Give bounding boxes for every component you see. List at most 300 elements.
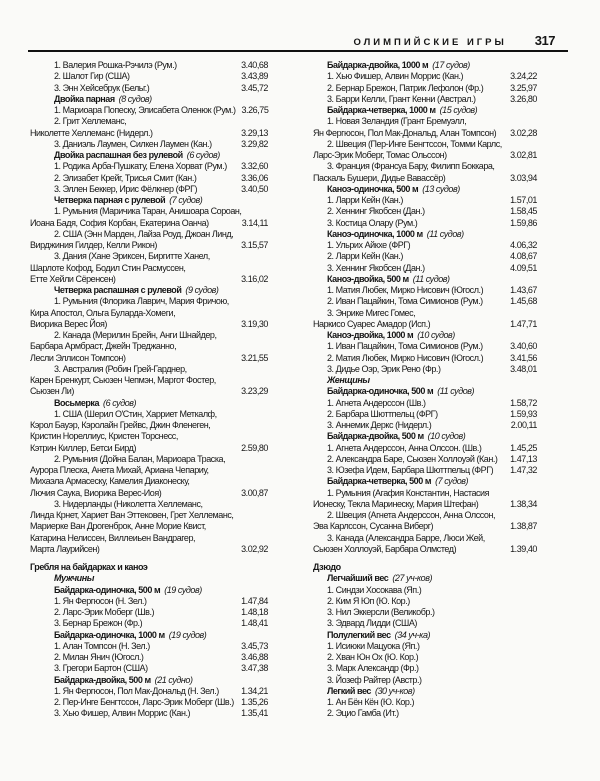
result-continuation-row: [30, 533, 268, 544]
entry-text: Барбара Армбраст, Джейн Треджанно,: [30, 341, 177, 352]
event-header: [313, 386, 537, 397]
result-continuation-row: [30, 274, 268, 285]
entry-text: 2. Бернар Брежон, Патрик Лефолон (Фр.): [327, 82, 484, 93]
result-row: [313, 398, 537, 409]
entry-text: 1. Ян Фергюсон (Н. Зел.): [54, 595, 147, 606]
entry-text: 1. Румыния (Маричика Таран, Анишоара Сороан,: [54, 206, 242, 217]
entry-text: 1. Ян Фергюсон, Пол Мак-Дональд (Н. Зел.): [54, 685, 219, 696]
entry-text: 2. Хван Юн Ох (Ю. Кор.): [327, 652, 419, 662]
event-note: (19 судов): [168, 629, 207, 640]
result-row: [313, 488, 537, 499]
result-time: 4.06,32: [510, 240, 537, 250]
entry-text: Етте Хейли Сёренсен): [30, 273, 116, 284]
result-continuation-row: [30, 319, 268, 330]
entry-text: Сьюзен Ли): [30, 386, 74, 397]
result-continuation-row: [30, 465, 268, 476]
entry-text: 1. Румыния (Агафия Константин, Настасия: [327, 487, 490, 498]
event-note: (10 судов): [427, 431, 466, 442]
result-row: [313, 708, 537, 719]
result-time: 1.47,13: [510, 453, 537, 464]
result-continuation-row: [313, 319, 537, 330]
entry-text: 1. Иван Пацайкин, Тома Симионов (Рум.): [327, 341, 483, 352]
entry-text: 1. Агнета Андерссон, Анна Олссон. (Шв.): [327, 442, 482, 453]
result-row: [313, 206, 537, 217]
entry-text: 1. Родика Арба-Пушкату, Елена Хорват (Рум.): [54, 161, 227, 172]
result-time: 1.47,71: [510, 318, 537, 329]
result-time: 3.16,02: [241, 273, 268, 284]
entry-text: 1. Мариоара Попеску, Элисабета Оленюк (Рум.): [54, 105, 236, 115]
event-header: [30, 94, 268, 105]
result-row: [30, 229, 268, 240]
result-time: 3.26,75: [241, 105, 269, 115]
entry-text: Катарина Нелиссен, Виллеиьен Вандрагер,: [30, 532, 196, 543]
result-row: [313, 341, 537, 352]
entry-text: Ларс-Эрик Моберг, Томас Ольссон): [313, 150, 447, 160]
result-time: 1.48,41: [241, 618, 268, 629]
result-row: [313, 285, 537, 296]
event-note: (27 уч-ков): [392, 573, 433, 584]
result-time: 3.40,68: [241, 60, 268, 70]
entry-text: 3. Эллен Беккер, Ирис Фёлкнер (ФРГ): [54, 183, 198, 194]
result-row: [313, 607, 537, 618]
result-time: 3.40,50: [241, 183, 268, 194]
result-time: 3.45,73: [241, 640, 268, 651]
result-row: [30, 618, 268, 629]
result-time: 1.43,67: [510, 285, 537, 295]
event-note: (11 судов): [412, 273, 450, 284]
event-header: [313, 60, 537, 71]
entry-text: Ионеску, Текла Маринеску, Мария Штефан): [313, 498, 479, 509]
result-continuation-row: [30, 128, 268, 139]
event-header: [313, 184, 537, 195]
event-title: Байдарка-двойка, 500 м: [54, 674, 151, 685]
result-continuation-row: [30, 263, 268, 274]
entry-text: 3. Канада (Александра Барре, Люси Жей,: [327, 532, 485, 543]
result-time: 1.39,40: [510, 543, 537, 554]
result-row: [313, 364, 537, 375]
result-time: 1.45,68: [510, 296, 537, 307]
entry-text: Кира Апостол, Ольга Буларда-Хомеги,: [30, 307, 176, 318]
result-row: [313, 263, 537, 274]
entry-text: 1. Алан Томпсон (Н. Зел.): [54, 640, 150, 651]
column-left: [30, 60, 268, 720]
entry-text: 1. Синдзи Хосокава (Яп.): [327, 584, 422, 595]
entry-text: 2. Иван Пацайкин, Тома Симионов (Рум.): [327, 296, 483, 307]
entry-text: 2. Ларри Кейн (Кан.): [327, 251, 403, 262]
result-time: 4.09,51: [510, 262, 537, 273]
result-time: 1.57,01: [510, 195, 537, 205]
subsection-title: Женщины: [327, 375, 370, 385]
result-time: 1.35,41: [241, 708, 268, 719]
result-row: [313, 308, 537, 319]
result-continuation-row: [313, 499, 537, 510]
result-time: 1.48,18: [241, 607, 268, 617]
result-row: [30, 409, 268, 420]
event-header: [313, 686, 537, 697]
result-row: [30, 708, 268, 719]
event-header: [30, 285, 268, 296]
result-continuation-row: [30, 476, 268, 487]
entry-text: Наркисо Суарес Амадор (Исп.): [313, 318, 431, 329]
entry-text: 2. Канада (Мерилин Брейн, Анги Шнайдер,: [54, 330, 217, 340]
result-row: [313, 641, 537, 652]
event-header: [30, 630, 268, 641]
result-row: [30, 697, 268, 708]
result-row: [313, 585, 537, 596]
result-continuation-row: [313, 521, 537, 532]
result-time: 3.19,30: [241, 318, 268, 329]
entry-text: Сьюзен Холлоуэй, Барбара Олмстед): [313, 543, 457, 554]
result-row: [30, 296, 268, 307]
entry-text: 3. Барри Келли, Грант Кенни (Австрал.): [327, 93, 476, 104]
event-note: (11 судов): [437, 386, 475, 397]
result-row: [313, 71, 537, 82]
result-time: 3.40,60: [510, 341, 537, 352]
result-row: [313, 139, 537, 150]
event-note: (11 судов): [426, 228, 464, 239]
result-continuation-row: [30, 308, 268, 319]
entry-text: Карен Бренкурт, Сьюзен Чепмэн, Маргот Фостер,: [30, 375, 216, 385]
entry-text: 2. Швеция (Агнета Андерссон, Анна Олссон,: [327, 510, 496, 520]
entry-text: 1. Румыния (Флорика Лаврич, Мария Фричою,: [54, 296, 229, 307]
result-row: [30, 596, 268, 607]
result-time: 3.02,28: [510, 127, 537, 138]
event-note: (15 судов): [439, 105, 478, 115]
result-continuation-row: [313, 173, 537, 184]
entry-text: 2. Ким Я Юп (Ю. Кор.): [327, 595, 410, 606]
event-title: Байдарка-одиночка, 500 м: [327, 386, 434, 397]
result-row: [30, 454, 268, 465]
result-time: 3.24,22: [510, 71, 537, 82]
result-time: 3.26,80: [510, 93, 537, 104]
result-row: [30, 652, 268, 663]
event-title: Байдарка-одиночка, 500 м: [54, 584, 161, 595]
entry-text: 1. Ларри Кейн (Кан.): [327, 195, 403, 205]
entry-text: 3. Йозеф Райтер (Австр.): [327, 674, 422, 685]
event-header: [313, 573, 537, 584]
result-row: [30, 161, 268, 172]
result-row: [30, 686, 268, 697]
event-note: (7 судов): [435, 476, 469, 487]
event-title: Байдарка-четверка, 1000 м: [327, 105, 436, 115]
gender-subheader: [30, 573, 268, 584]
event-header: [30, 195, 268, 206]
event-title: Восьмерка: [54, 397, 100, 408]
result-row: [30, 206, 268, 217]
entry-text: 2. США (Энн Марден, Лайза Роуд, Джоан Линд,: [54, 228, 234, 239]
entry-text: 3. Хеннинг Якобсен (Дан.): [327, 262, 425, 273]
result-time: 3.47,38: [241, 663, 268, 674]
entry-text: 2. Матия Любек, Мирко Нисович (Югосл.): [327, 352, 484, 363]
section-title: Гребля на байдарках и каноэ: [30, 562, 148, 572]
event-note: (10 судов): [417, 330, 455, 340]
entry-text: 3. Нидерланды (Николетта Хеллеманс,: [54, 498, 203, 509]
result-time: 3.46,88: [241, 652, 268, 662]
entry-text: 1. Исиюки Мацуока (Яп.): [327, 640, 420, 651]
result-row: [30, 364, 268, 375]
entry-text: 1. Ан Бён Кён (Ю. Кор.): [327, 697, 415, 707]
entry-text: 3. Эдвард Лидди (США): [327, 618, 417, 629]
entry-text: Мариерке Ван Дрогенброк, Анне Морие Квист,: [30, 521, 206, 532]
event-note: (6 судов): [186, 150, 220, 160]
result-row: [313, 116, 537, 127]
result-row: [30, 173, 268, 184]
result-row: [30, 663, 268, 674]
entry-text: 2. Барбара Шюттпельц (ФРГ): [327, 408, 438, 419]
entry-text: Шарлоте Кофод, Бодил Стин Расмуссен,: [30, 262, 186, 273]
entry-text: 1. Матия Любек, Мирко Нисович (Югосл.): [327, 285, 484, 295]
entry-text: 2. Милан Янич (Югосл.): [54, 652, 144, 662]
event-title: Двойка распашная без рулевой: [54, 150, 183, 160]
event-note: (34 уч-ка): [394, 629, 431, 640]
event-title: Байдарка-двойка, 500 м: [327, 431, 424, 442]
entry-text: 3. Дания (Хане Эриксен, Биргитте Ханел,: [54, 251, 210, 262]
result-time: 1.58,45: [510, 206, 537, 217]
result-time: 3.36,06: [241, 172, 268, 183]
result-continuation-row: [30, 353, 268, 364]
entry-text: Михаэла Армасеску, Камелия Диаконеску,: [30, 476, 190, 487]
event-header: [313, 630, 537, 641]
entry-text: 3. Бернар Брежон (Фр.): [54, 618, 143, 629]
entry-text: 3. Австралия (Робин Грей-Гарднер,: [54, 363, 187, 374]
result-time: 1.34,21: [241, 685, 268, 696]
event-header: [30, 398, 268, 409]
entry-text: 3. Франция (Франсуа Бару, Филипп Боккара,: [327, 161, 495, 172]
result-continuation-row: [30, 443, 268, 454]
section-header: [313, 562, 537, 573]
event-header: [313, 431, 537, 442]
result-row: [313, 510, 537, 521]
result-row: [313, 697, 537, 708]
result-row: [313, 94, 537, 105]
entry-text: 1. США (Шерил О'Стин, Харриет Меткалф,: [54, 408, 217, 419]
entry-text: Виорика Верес Йоя): [30, 318, 107, 329]
result-continuation-row: [313, 150, 537, 161]
result-time: 3.43,89: [241, 71, 268, 82]
entry-text: 3. Нил Эккерсли (Великобр.): [327, 607, 435, 617]
event-note: (13 судов): [422, 183, 460, 194]
result-continuation-row: [30, 431, 268, 442]
result-time: 3.02,81: [510, 150, 537, 160]
result-continuation-row: [30, 375, 268, 386]
result-row: [313, 218, 537, 229]
event-note: (6 судов): [103, 397, 137, 408]
entry-text: Аурора Плеска, Анета Михай, Ариана Чепариу,: [30, 465, 209, 475]
result-row: [30, 251, 268, 262]
result-continuation-row: [313, 544, 537, 555]
event-title: Четверка парная с рулевой: [54, 195, 166, 205]
result-time: 3.32,60: [241, 161, 268, 172]
result-row: [313, 195, 537, 206]
entry-text: Марта Лаурийсен): [30, 543, 100, 554]
entry-text: 3. Дидье Оэр, Эрик Рено (Фр.): [327, 363, 441, 374]
event-note: (21 судно): [154, 674, 193, 685]
page-header: [353, 33, 555, 48]
event-title: Каноэ-двойка, 1000 м: [327, 330, 414, 340]
event-title: Байдарка-одиночка, 1000 м: [54, 629, 165, 640]
entry-text: 1. Ульрих Айкхе (ФРГ): [327, 240, 411, 250]
entry-text: 1. Агнета Андерссон (Шв.): [327, 397, 426, 408]
result-continuation-row: [313, 128, 537, 139]
event-header: [313, 274, 537, 285]
section-header: [30, 562, 268, 573]
entry-text: 1. Хью Фишер, Алвин Моррис (Кан.): [327, 71, 464, 82]
result-time: 3.41,56: [510, 352, 537, 363]
result-row: [313, 83, 537, 94]
entry-text: 2. Румыния (Дойна Балан, Мариоара Траска,: [54, 453, 226, 464]
event-note: (7 судов): [169, 195, 203, 205]
event-note: (17 судов): [432, 60, 470, 70]
result-row: [30, 71, 268, 82]
result-time: 3.29,13: [241, 127, 268, 138]
result-time: 1.58,72: [510, 397, 537, 408]
result-row: [30, 105, 268, 116]
entry-text: 3. Юзефа Идем, Барбара Шюттпельц (ФРГ): [327, 465, 494, 475]
event-header: [313, 229, 537, 240]
result-time: 1.59,93: [510, 408, 537, 419]
running-title: ОЛИМПИЙСКИЕ ИГРЫ: [353, 37, 507, 48]
entry-text: Линда Крнет, Хариет Ван Эттековен, Грет Хеллеманс,: [30, 510, 234, 520]
result-continuation-row: [30, 420, 268, 431]
result-row: [313, 251, 537, 262]
entry-text: 3. Даниэль Лаумен, Силкен Лаумен (Кан.): [54, 138, 212, 149]
entry-text: 3. Энрике Мигес Гомес,: [327, 307, 416, 318]
result-time: 1.47,32: [510, 465, 537, 475]
result-time: 1.38,34: [510, 498, 537, 509]
result-time: 2.00,11: [510, 420, 537, 430]
entry-text: 2. Грит Хеллеманс,: [54, 116, 127, 127]
result-row: [30, 83, 268, 94]
entry-text: 3. Хью Фишер, Алвин Моррис (Кан.): [54, 708, 191, 719]
event-header: [313, 476, 537, 487]
result-continuation-row: [30, 510, 268, 521]
result-row: [313, 240, 537, 251]
entry-text: Лесли Эллисон Томпсон): [30, 352, 126, 363]
result-continuation-row: [30, 341, 268, 352]
event-note: (8 судов): [118, 93, 152, 104]
page-number: 317: [534, 33, 555, 48]
result-row: [30, 607, 268, 618]
event-note: (30 уч-ков): [374, 685, 415, 696]
result-time: 3.15,57: [241, 240, 268, 250]
entry-text: Вирджиния Гилдер, Келли Рикон): [30, 240, 157, 250]
entry-text: 3. Марк Александр (Фр.): [327, 663, 419, 674]
result-row: [313, 409, 537, 420]
result-time: 3.48,01: [510, 363, 537, 374]
result-time: 1.45,25: [510, 442, 537, 453]
event-title: Четверка распашная с рулевой: [54, 285, 182, 295]
result-row: [313, 454, 537, 465]
entry-text: 3. Аннемик Деркс (Нидерл.): [327, 420, 432, 430]
result-row: [30, 641, 268, 652]
result-row: [313, 161, 537, 172]
result-time: 3.02,92: [241, 543, 268, 554]
section-title: Дзюдо: [313, 562, 341, 572]
result-row: [30, 184, 268, 195]
entry-text: 1. Валерия Рошка-Рэчилэ (Рум.): [54, 60, 177, 70]
entry-text: 2. Пер-Инге Бенгтссон, Ларс-Эрик Моберг (Шв.): [54, 697, 234, 707]
event-note: (19 судов): [164, 584, 202, 595]
event-title: Полулегкий вес: [327, 629, 391, 640]
entry-text: 3. Грегори Бартон (США): [54, 663, 148, 674]
event-header: [313, 330, 537, 341]
result-time: 3.03,94: [510, 172, 537, 183]
entry-text: 2. Швеция (Пер-Инге Бенгтссон, Томми Карлс,: [327, 138, 502, 149]
result-time: 4.08,67: [510, 251, 537, 262]
result-row: [313, 296, 537, 307]
entry-text: 2. Элизабет Крейг, Трисья Смит (Кан.): [54, 172, 197, 183]
result-continuation-row: [30, 521, 268, 532]
result-row: [30, 116, 268, 127]
entry-text: 3. Костица Олару (Рум.): [327, 217, 418, 228]
result-row: [313, 596, 537, 607]
result-continuation-row: [30, 386, 268, 397]
event-title: Двойка парная: [54, 93, 115, 104]
result-row: [30, 60, 268, 71]
result-time: 3.29,82: [241, 138, 268, 149]
entry-text: 2. Александра Баре, Сьюзен Холлоуэй (Кан.): [327, 453, 498, 464]
event-title: Байдарка-двойка, 1000 м: [327, 60, 429, 70]
entry-text: Кристин Нореллиус, Кристен Торснесс,: [30, 431, 178, 442]
entry-text: Лючия Саука, Виорика Верес-Иоя): [30, 487, 162, 498]
result-row: [313, 533, 537, 544]
result-row: [313, 353, 537, 364]
entry-text: 2. Хеннинг Якобсен (Дан.): [327, 206, 425, 217]
entry-text: 2. Ларс-Эрик Моберг (Шв.): [54, 607, 155, 617]
result-time: 1.35,26: [241, 697, 268, 707]
result-time: 1.59,86: [510, 217, 537, 228]
result-continuation-row: [30, 218, 268, 229]
result-row: [313, 675, 537, 686]
result-time: 3.45,72: [241, 82, 268, 93]
result-row: [313, 443, 537, 454]
event-title: Каноэ-одиночка, 1000 м: [327, 228, 423, 239]
entry-text: Эва Карлссон, Сусанна Виберг): [313, 521, 434, 532]
result-continuation-row: [30, 544, 268, 555]
event-header: [30, 675, 268, 686]
event-header: [30, 150, 268, 161]
entry-text: Паскаль Бушери, Дидье Вавассёр): [313, 172, 446, 183]
entry-text: 2. Шалот Гир (США): [54, 71, 130, 82]
result-row: [313, 618, 537, 629]
subsection-title: Мужчины: [54, 573, 94, 584]
event-header: [313, 105, 537, 116]
result-row: [313, 663, 537, 674]
header-rule: [28, 50, 568, 52]
result-row: [30, 139, 268, 150]
result-time: 1.38,87: [510, 521, 537, 532]
gender-subheader: [313, 375, 537, 386]
entry-text: Иоана Бадя, София Корбан, Екатерина Оанча): [30, 217, 209, 228]
result-row: [30, 330, 268, 341]
entry-text: 2. Эцио Гамба (Ит.): [327, 708, 399, 719]
column-right: [313, 60, 537, 720]
event-title: Каноэ-двойка, 500 м: [327, 273, 409, 284]
entry-text: Кэтрин Киллер, Бетси Бирд): [30, 442, 136, 453]
entry-text: 1. Новая Зеландия (Грант Бремуэлл,: [327, 116, 467, 127]
entry-text: Ян Фергюсон, Пол Мак-Дональд, Алан Томпсон): [313, 127, 497, 138]
result-continuation-row: [30, 488, 268, 499]
result-time: 3.23,29: [241, 386, 268, 397]
result-time: 3.14,11: [241, 217, 268, 228]
entry-text: 3. Энн Хейсебрук (Бельг.): [54, 82, 150, 93]
result-row: [313, 465, 537, 476]
result-row: [313, 652, 537, 663]
event-title: Легкий вес: [327, 685, 371, 696]
entry-text: Кэрол Бауэр, Кэролайн Грейвс, Джин Фленеген,: [30, 420, 211, 430]
result-time: 1.47,84: [241, 595, 268, 606]
event-header: [30, 585, 268, 596]
